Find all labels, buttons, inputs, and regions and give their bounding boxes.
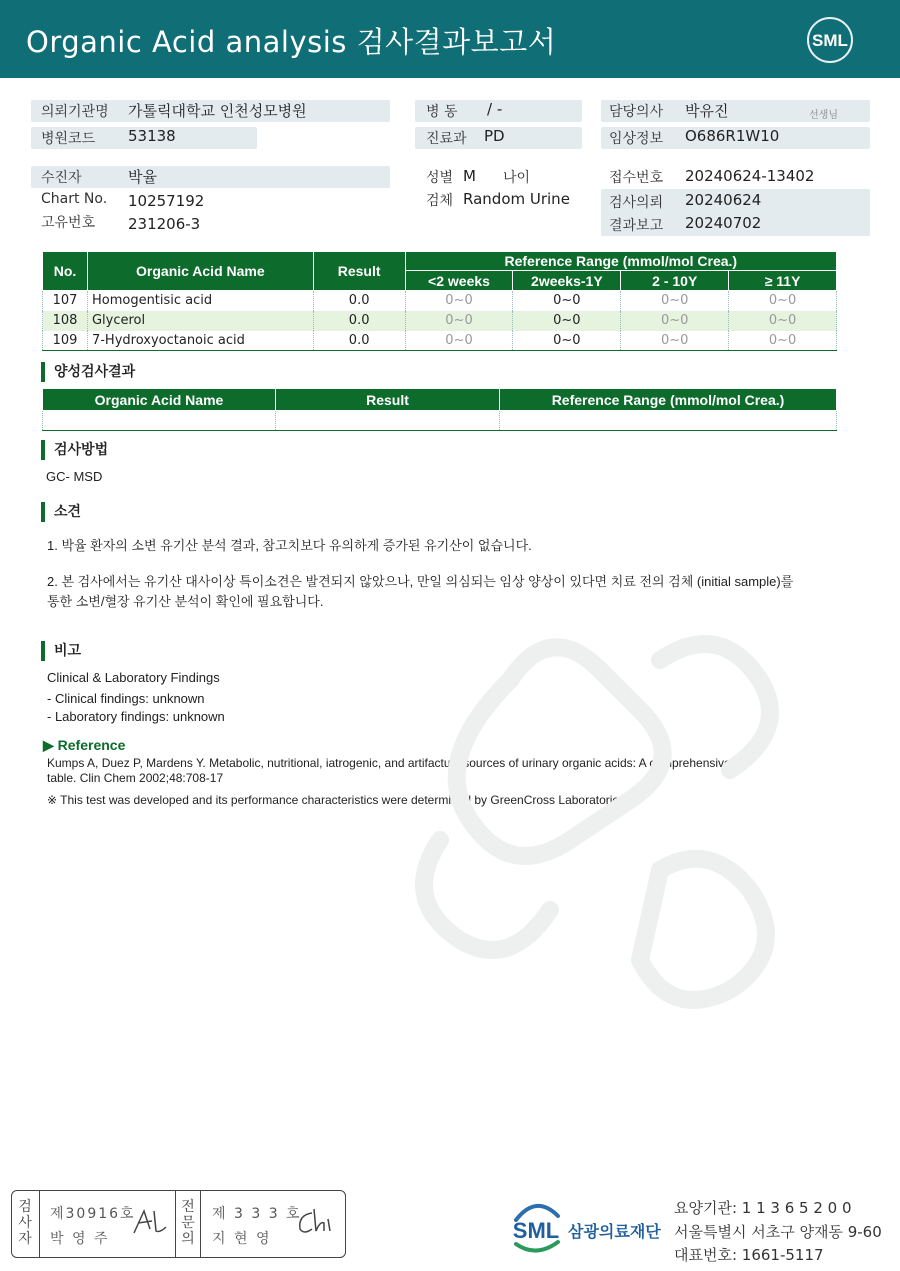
reference-note: ※ This test was developed and its performance characteristics were determined by GreenCross Laboratories. bbox=[47, 793, 629, 807]
footer-org-name: 삼광의료재단 bbox=[568, 1222, 661, 1241]
row-ref4: 0~0 bbox=[729, 311, 837, 331]
reference-title: ▶ Reference bbox=[43, 737, 126, 753]
row-ref2: 0~0 bbox=[513, 291, 621, 311]
patient-label: 수진자 bbox=[41, 170, 82, 186]
reference-line-2: table. Clin Chem 2002;48:708-17 bbox=[47, 771, 224, 785]
receipt-label: 접수번호 bbox=[609, 170, 664, 186]
col-name: Organic Acid Name bbox=[87, 252, 313, 291]
pos-col-name: Organic Acid Name bbox=[43, 389, 276, 411]
reference-line-1: Kumps A, Duez P, Mardens Y. Metabolic, nutritional, iatrogenic, and artifactual sources of urinary organic acids: A comprehensive bbox=[47, 756, 731, 770]
method-section-title: 검사방법 bbox=[41, 440, 108, 460]
col-ref-2-10y: 2 - 10Y bbox=[621, 271, 729, 291]
row-ref1: 0~0 bbox=[405, 331, 513, 351]
inspector-name: 박 영 주 bbox=[50, 1231, 110, 1247]
table-row bbox=[43, 331, 837, 351]
col-ref-2w1y: 2weeks-1Y bbox=[513, 271, 621, 291]
clinical-value: O686R1W10 bbox=[685, 127, 780, 145]
info-bar-patient bbox=[31, 166, 390, 188]
inspector-signature bbox=[130, 1205, 170, 1239]
footer-address: 서울특별시 서초구 양재동 9-60 bbox=[674, 1223, 882, 1241]
report-title: Organic Acid analysis 검사결과보고서 bbox=[26, 25, 557, 59]
opinion-section-title: 소견 bbox=[41, 502, 81, 522]
remark-section-title: 비고 bbox=[41, 641, 81, 661]
pos-empty-cell bbox=[43, 411, 276, 431]
specialist-signature bbox=[294, 1205, 338, 1239]
row-result: 0.0 bbox=[313, 331, 405, 351]
inspector-label: 검 사 자 bbox=[18, 1199, 32, 1247]
uid-label: 고유번호 bbox=[41, 215, 96, 231]
opinion-line-3: 통한 소변/혈장 유기산 분석이 확인에 필요합니다. bbox=[47, 594, 324, 609]
patient-value: 박율 bbox=[128, 168, 157, 186]
institution-value: 가톨릭대학교 인천성모병원 bbox=[128, 102, 307, 120]
chart-label: Chart No. bbox=[41, 191, 108, 207]
row-ref3: 0~0 bbox=[621, 291, 729, 311]
doctor-value: 박유진 bbox=[685, 102, 729, 120]
sex-label: 성별 bbox=[426, 170, 454, 186]
footer-phone: 대표번호: 1661-5117 bbox=[674, 1246, 824, 1264]
clinical-label: 임상정보 bbox=[609, 131, 664, 147]
row-no: 107 bbox=[43, 291, 88, 311]
specialist-name: 지 현 영 bbox=[212, 1231, 272, 1247]
table-row bbox=[43, 291, 837, 311]
row-ref3: 0~0 bbox=[621, 331, 729, 351]
dept-value: PD bbox=[484, 127, 505, 145]
sml-logo bbox=[804, 14, 856, 66]
report-header bbox=[0, 0, 900, 78]
uid-value: 231206-3 bbox=[128, 215, 201, 233]
row-name: Homogentisic acid bbox=[87, 291, 313, 311]
watermark-icon bbox=[360, 540, 880, 1060]
logo-text: SML bbox=[812, 31, 848, 50]
pos-col-ref: Reference Range (mmol/mol Crea.) bbox=[500, 389, 837, 411]
specimen-value: Random Urine bbox=[463, 190, 570, 208]
pos-empty-cell bbox=[500, 411, 837, 431]
specialist-number: 제 3 3 3 호 bbox=[212, 1206, 302, 1222]
row-result: 0.0 bbox=[313, 311, 405, 331]
footer-logo-icon bbox=[508, 1198, 564, 1256]
chart-value: 10257192 bbox=[128, 192, 205, 210]
col-reference: Reference Range (mmol/mol Crea.) bbox=[405, 252, 836, 271]
specialist-label-cell bbox=[175, 1191, 201, 1257]
row-result: 0.0 bbox=[313, 291, 405, 311]
opinion-line-2: 2. 본 검사에서는 유기산 대사이상 특이소견은 발견되지 않았으나, 만일 의심되는 임상 양상이 있다면 치료 전의 검체 (initial sample)를 bbox=[47, 574, 794, 589]
pos-empty-cell bbox=[276, 411, 500, 431]
positive-table bbox=[42, 388, 837, 431]
footer-code: 요양기관: 1 1 3 6 5 2 0 0 bbox=[674, 1199, 852, 1217]
receipt-value: 20240624-13402 bbox=[685, 167, 815, 185]
sex-value: M bbox=[463, 167, 476, 185]
row-ref4: 0~0 bbox=[729, 331, 837, 351]
row-name: 7-Hydroxyoctanoic acid bbox=[87, 331, 313, 351]
hospital-code-value: 53138 bbox=[128, 127, 176, 145]
positive-section-title: 양성검사결과 bbox=[41, 362, 135, 382]
row-ref1: 0~0 bbox=[405, 291, 513, 311]
col-no: No. bbox=[43, 252, 88, 291]
inspector-label-cell bbox=[12, 1191, 40, 1257]
report-label: 결과보고 bbox=[609, 218, 664, 234]
row-no: 108 bbox=[43, 311, 88, 331]
remark-line-3: - Laboratory findings: unknown bbox=[47, 709, 225, 724]
row-name: Glycerol bbox=[87, 311, 313, 331]
pos-col-result: Result bbox=[276, 389, 500, 411]
row-no: 109 bbox=[43, 331, 88, 351]
opinion-line-1: 1. 박율 환자의 소변 유기산 분석 결과, 참고치보다 유의하게 증가된 유기산이 없습니다. bbox=[47, 538, 532, 553]
doctor-label: 담당의사 bbox=[609, 104, 664, 120]
method-text: GC- MSD bbox=[46, 469, 103, 484]
row-ref1: 0~0 bbox=[405, 311, 513, 331]
table-row bbox=[43, 311, 837, 331]
table-row bbox=[43, 411, 837, 431]
row-ref4: 0~0 bbox=[729, 291, 837, 311]
hospital-code-label: 병원코드 bbox=[41, 131, 96, 147]
ward-value: / - bbox=[487, 100, 503, 118]
results-table bbox=[42, 251, 837, 351]
report-value: 20240702 bbox=[685, 214, 762, 232]
col-ref-lt2w: <2 weeks bbox=[405, 271, 513, 291]
specialist-label: 전 문 의 bbox=[181, 1199, 195, 1247]
dept-label: 진료과 bbox=[426, 131, 467, 147]
footer-logo-text: SML bbox=[512, 1218, 560, 1243]
remark-line-2: - Clinical findings: unknown bbox=[47, 691, 205, 706]
request-label: 검사의뢰 bbox=[609, 195, 664, 211]
signature-box bbox=[11, 1190, 346, 1258]
row-ref3: 0~0 bbox=[621, 311, 729, 331]
row-ref2: 0~0 bbox=[513, 311, 621, 331]
age-label: 나이 bbox=[503, 170, 531, 186]
ward-label: 병 동 bbox=[426, 104, 458, 120]
specimen-label: 검체 bbox=[426, 193, 454, 209]
institution-label: 의뢰기관명 bbox=[41, 104, 109, 120]
remark-line-1: Clinical & Laboratory Findings bbox=[47, 670, 220, 685]
doctor-suffix: 선생님 bbox=[809, 110, 838, 121]
inspector-number: 제30916호 bbox=[50, 1206, 136, 1222]
col-result: Result bbox=[313, 252, 405, 291]
col-ref-ge11y: ≥ 11Y bbox=[729, 271, 837, 291]
row-ref2: 0~0 bbox=[513, 331, 621, 351]
request-value: 20240624 bbox=[685, 191, 762, 209]
